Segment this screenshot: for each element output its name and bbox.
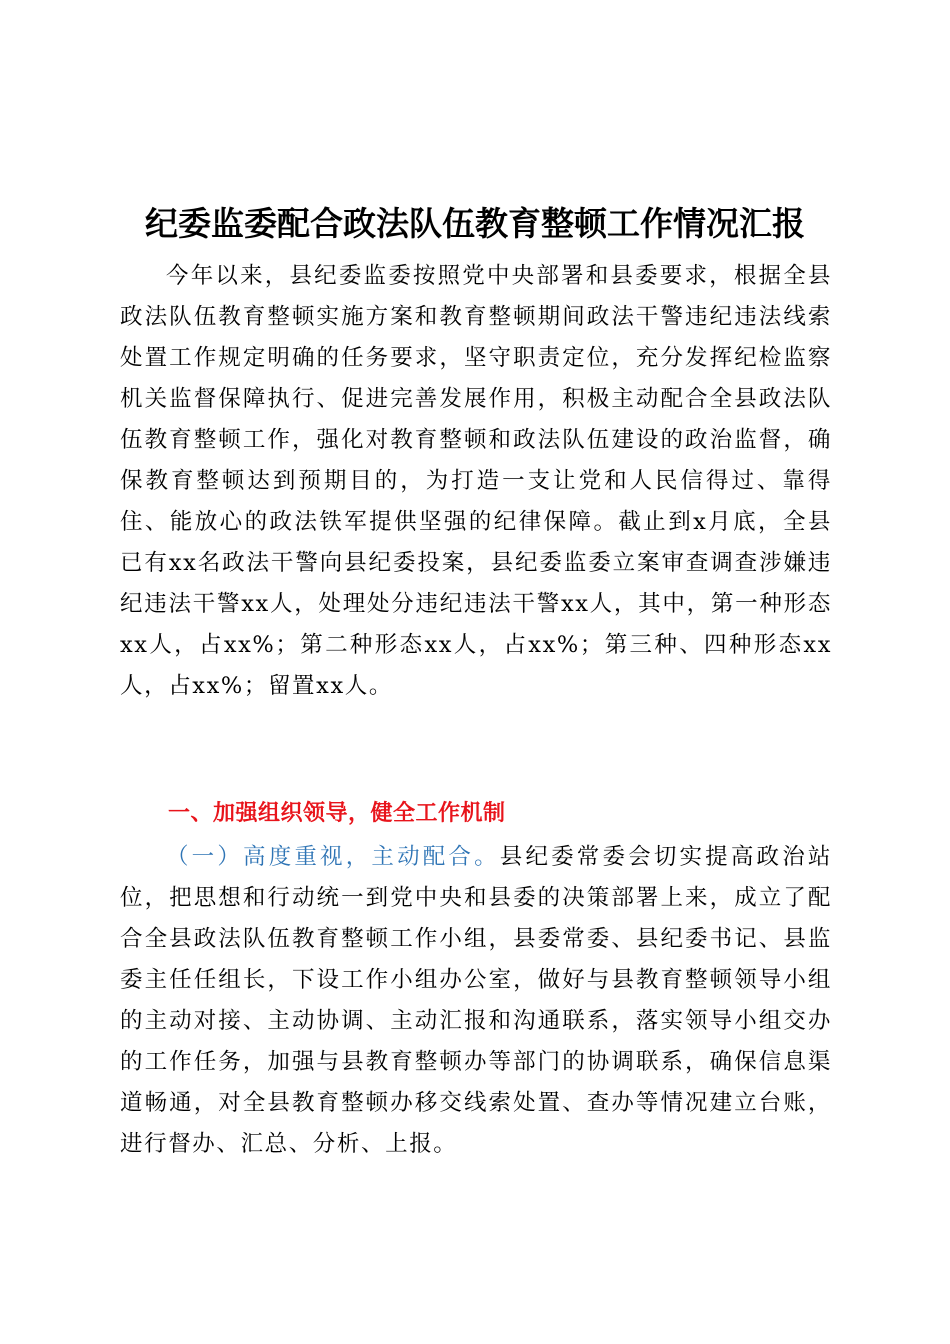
intro-paragraph: 今年以来，县纪委监委按照党中央部署和县委要求，根据全县政法队伍教育整顿实施方案和教育整顿期间政法干警违纪违法线索处置工作规定明确的任务要求，坚守职责定位，充分发挥纪检监察机关监督保障执行、促进完善发展作用，积极主动配合全县政法队伍教育整顿工作，强化对教育整顿和政法队伍建设的政治监督，确保教育整顿达到预期目的，为打造一支让党和人民信得过、靠得住、能放心的政法铁军提供坚强的纪律保障。截止到x月底，全县已有xx名政法干警向县纪委投案，县纪委监委立案审查调查涉嫌违纪违法干警xx人，处理处分违纪违法干警xx人，其中，第一种形态xx人，占xx%；第二种形态xx人，占xx%；第三种、四种形态xx人，占xx%；留置xx人。 [120,263,832,699]
document-title: 纪委监委配合政法队伍教育整顿工作情况汇报 [145,204,805,244]
section-paragraph [120,837,832,1165]
subsection-heading: （一）高度重视，主动配合。 [166,844,500,870]
section-heading: 一、加强组织领导，健全工作机制 [168,801,506,826]
subsection-text: 县纪委常委会切实提高政治站位，把思想和行动统一到党中央和县委的决策部署上来，成立了配合全县政法队伍教育整顿工作小组，县委常委、县纪委书记、县监委主任任组长，下设工作小组办公室，做好与县教育整顿领导小组的主动对接、主动协调、主动汇报和沟通联系，落实领导小组交办的工作任务，加强与县教育整顿办等部门的协调联系，确保信息渠道畅通，对全县教育整顿办移交线索处置、查办等情况建立台账，进行督办、汇总、分析、上报。 [120,844,832,1157]
